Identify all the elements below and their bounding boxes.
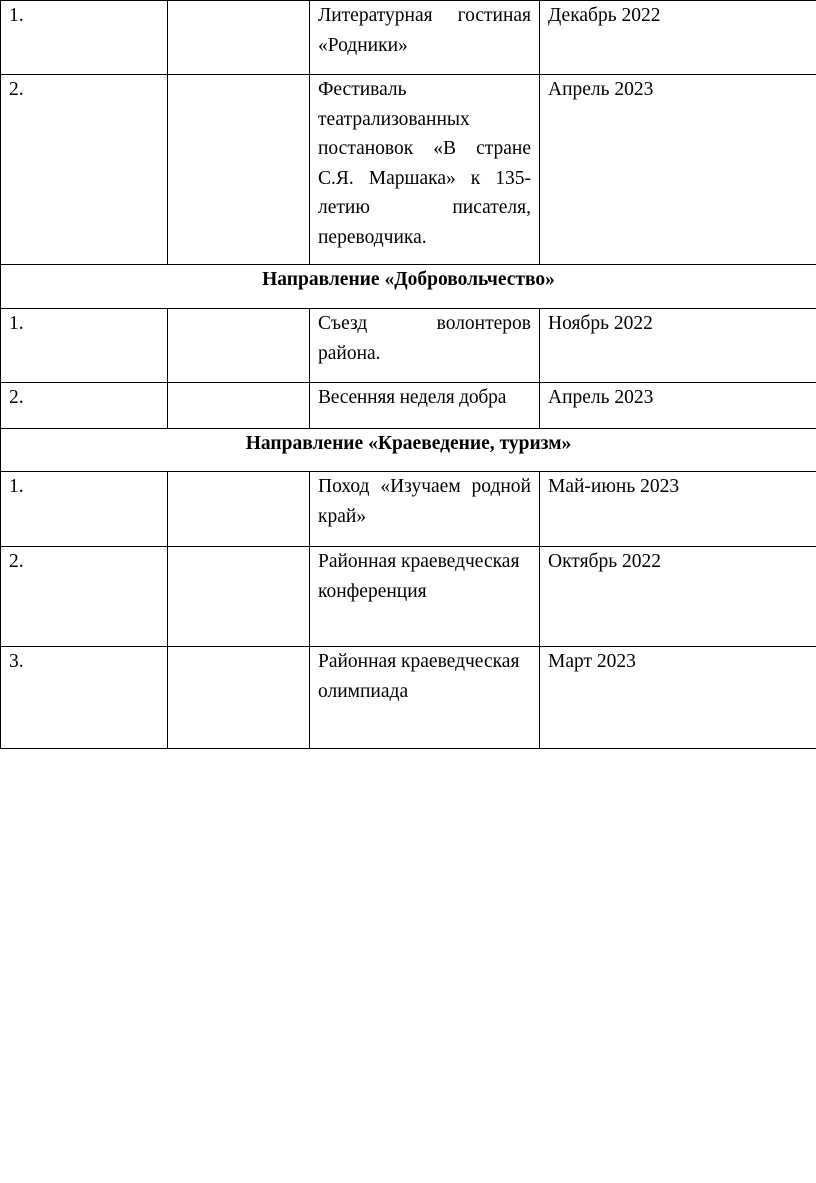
empty-cell <box>168 647 310 749</box>
row-number: 1. <box>1 309 168 383</box>
event-date: Апрель 2023 <box>540 383 816 429</box>
row-number: 1. <box>1 1 168 75</box>
event-date: Апрель 2023 <box>540 75 816 265</box>
event-name: Весенняя неделя добра <box>310 383 540 429</box>
row-number: 1. <box>1 472 168 547</box>
empty-cell <box>168 547 310 647</box>
section-heading: Направление «Краеведение, туризм» <box>1 429 816 472</box>
event-name: Районная краеведческая олимпиада <box>310 647 540 749</box>
table-row <box>1 383 816 429</box>
table-row <box>1 472 816 547</box>
section-heading: Направление «Добровольчество» <box>1 265 816 309</box>
event-name: Районная краеведческая конференция <box>310 547 540 647</box>
event-date: Ноябрь 2022 <box>540 309 816 383</box>
empty-cell <box>168 1 310 75</box>
table-row <box>1 547 816 647</box>
row-number: 2. <box>1 547 168 647</box>
table-row <box>1 1 816 75</box>
event-date: Декабрь 2022 <box>540 1 816 75</box>
row-number: 2. <box>1 383 168 429</box>
event-date: Октябрь 2022 <box>540 547 816 647</box>
event-name: Съезд волонтеров района. <box>310 309 540 383</box>
table-row <box>1 75 816 265</box>
section-row <box>1 429 816 472</box>
empty-cell <box>168 309 310 383</box>
table-row <box>1 647 816 749</box>
event-date: Май-июнь 2023 <box>540 472 816 547</box>
event-name: Фестиваль театрализованных постановок «В стране С.Я. Маршака» к 135-летию писателя, переводчика. <box>310 75 540 265</box>
event-date: Март 2023 <box>540 647 816 749</box>
section-row <box>1 265 816 309</box>
empty-cell <box>168 472 310 547</box>
event-name: Литературная гостиная «Родники» <box>310 1 540 75</box>
table-row <box>1 309 816 383</box>
event-name: Поход «Изучаем родной край» <box>310 472 540 547</box>
empty-cell <box>168 383 310 429</box>
empty-cell <box>168 75 310 265</box>
row-number: 3. <box>1 647 168 749</box>
row-number: 2. <box>1 75 168 265</box>
